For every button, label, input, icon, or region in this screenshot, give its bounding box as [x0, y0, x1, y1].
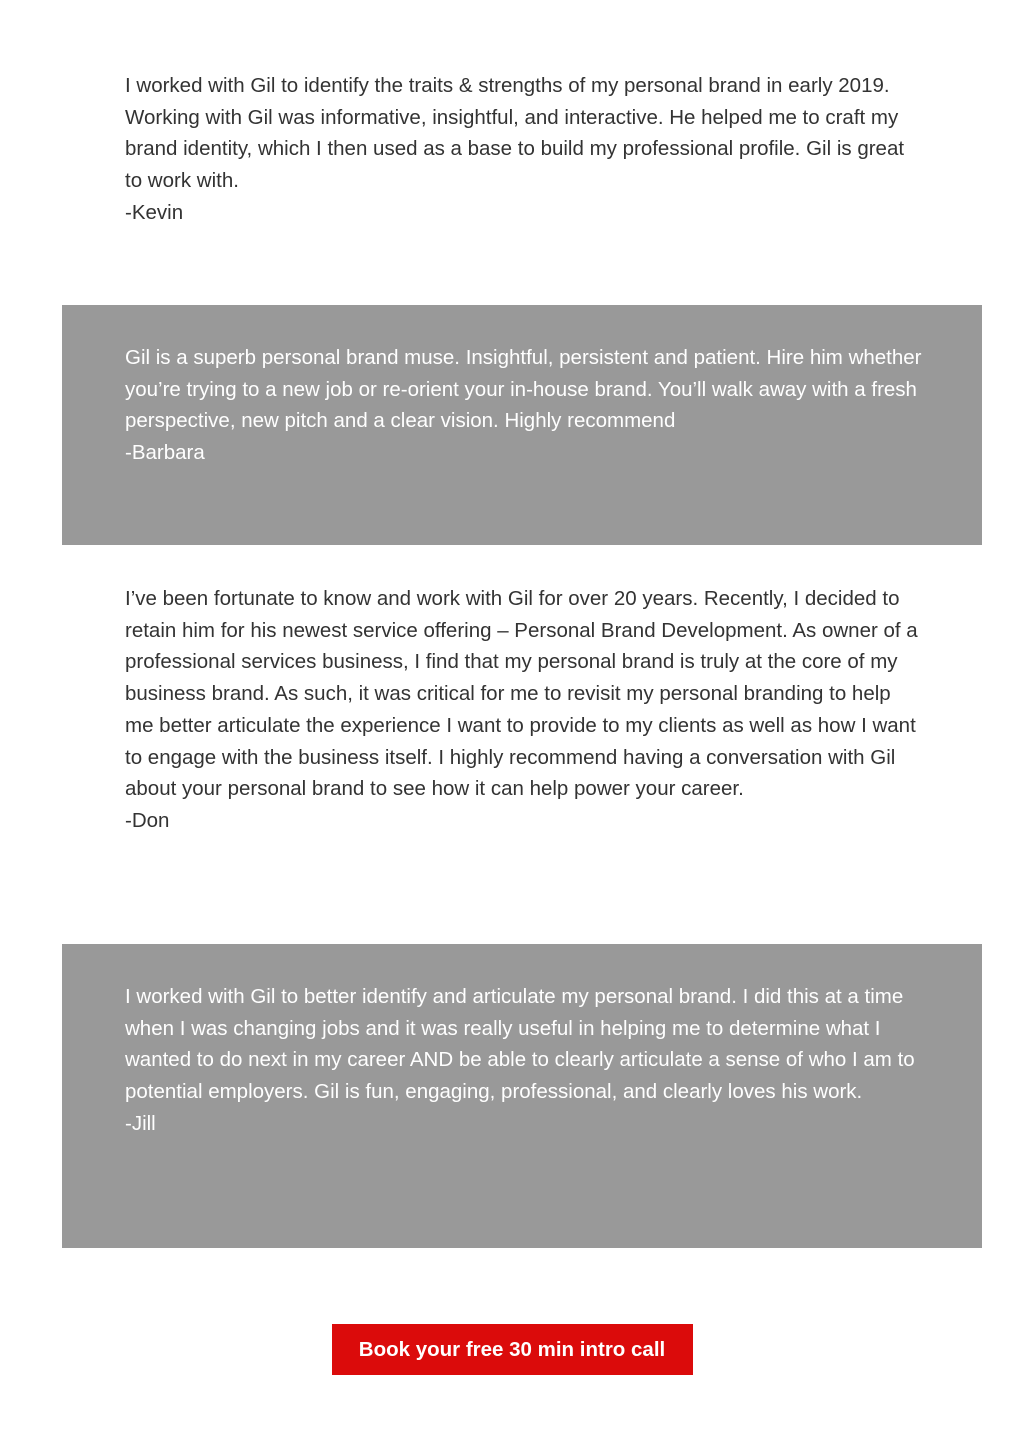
- testimonial-quote: I worked with Gil to identify the traits & strengths of my personal brand in early 2019. Working with Gil was informative, insightful, and interactive. He helped me to craft my brand identity, which I then used as a base to build my professional profile. Gil is great to work with.: [125, 74, 905, 193]
- testimonial-barbara: [62, 305, 982, 545]
- testimonial-author: -Jill: [125, 1111, 156, 1135]
- testimonial-kevin: [62, 70, 982, 250]
- testimonial-quote: Gil is a superb personal brand muse. Insightful, persistent and patient. Hire him whether you’re trying to a new job or re-orient your in-house brand. You’ll walk away with a fresh perspective, new pitch and a clear vision. Highly recommend: [125, 346, 922, 433]
- testimonial-jill: [62, 944, 982, 1248]
- testimonial-quote: I’ve been fortunate to know and work with Gil for over 20 years. Recently, I decided to retain him for his newest service offering – Personal Brand Development. As owner of a professional services business, I find that my personal brand is truly at the core of my business brand. As such, it was critical for me to revisit my personal branding to help me better articulate the experience I want to provide to my clients as well as how I want to engage with the business itself. I highly recommend having a conversation with Gil about your personal brand to see how it can help power your career.: [125, 587, 918, 801]
- book-intro-call-button[interactable]: Book your free 30 min intro call: [332, 1324, 693, 1375]
- testimonial-don: [62, 583, 982, 883]
- testimonial-author: -Don: [125, 808, 170, 832]
- testimonial-author: -Barbara: [125, 441, 205, 465]
- cta-container: [0, 1324, 1024, 1375]
- testimonial-quote: I worked with Gil to better identify and articulate my personal brand. I did this at a time when I was changing jobs and it was really useful in helping me to determine what I wanted to do next in my career AND be able to clearly articulate a sense of who I am to potential employers. Gil is fun, engaging, professional, and clearly loves his work.: [125, 985, 915, 1104]
- testimonial-author: -Kevin: [125, 200, 184, 224]
